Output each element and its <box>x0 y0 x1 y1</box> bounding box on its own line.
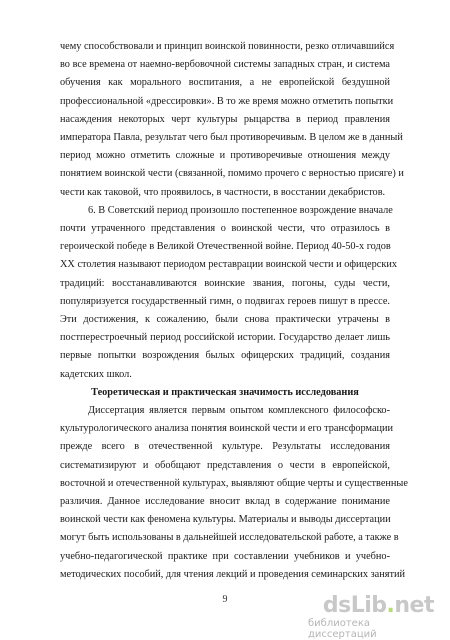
text-line: понятием воинской чести (связанной, помимо прочего с верностью присяге) и <box>60 168 404 180</box>
paragraph-1 <box>60 38 404 202</box>
text-line: учебно-педагогической практике при составлении учебников и учебно- <box>60 550 390 562</box>
watermark <box>308 593 440 640</box>
text-line: героической победе в Великой Отечественной войне. Период 40-50-х годов <box>60 241 391 253</box>
text-line: методических пособий, для чтения лекций и проведения семинарских занятий <box>60 568 405 580</box>
paragraph-3 <box>60 402 408 584</box>
text-line: XX столетия называют периодом реставрации воинской чести и офицерских <box>60 259 397 271</box>
text-line: первые попытки возрождения былых офицерских традиций, создания <box>60 350 390 362</box>
text-line: постперестроечный период российской истории. Государство делает лишь <box>60 332 390 344</box>
text-line: профессиональной «дрессировки». В то же время можно отметить попытки <box>60 95 394 107</box>
text-line: период можно отметить сложные и противоречивые отношения между <box>60 150 390 162</box>
text-line: почти утраченного представления о воинской чести, что отразилось в <box>60 223 390 235</box>
paragraph-2 <box>60 202 397 384</box>
watermark-logo-dot: . <box>386 593 395 618</box>
text-line: культурологического анализа понятия воинской чести и его трансформации <box>60 423 394 435</box>
text-line: прежде всего в отечественной культуре. Результаты исследования <box>60 441 390 453</box>
text-line: во все времена от наемно-вербовочной системы западных стран, и система <box>60 59 390 71</box>
watermark-logo <box>323 593 434 618</box>
section-heading: Теоретическая и практическая значимость исследования <box>91 386 359 398</box>
watermark-logo-main: dsLib <box>322 593 387 618</box>
text-line: чему способствовали и принцип воинской повинности, резко отличавшийся <box>60 41 395 52</box>
text-line: популяризуется государственный гимн, о подвигах героев пишут в прессе. <box>60 295 390 307</box>
watermark-logo-tld: net <box>394 593 434 618</box>
text-line: императора Павла, результат чего был противоречивым. В целом же в данный <box>60 132 403 144</box>
text-line: чести как таковой, что проявилось, в частности, в восстании декабристов. <box>60 186 386 198</box>
text-line: Эти достижения, к сожалению, были снова практически утрачены в <box>60 314 390 326</box>
document-page <box>60 38 408 584</box>
text-line: могут быть использованы в дальнейшей исследовательской работе, а также в <box>60 532 399 544</box>
text-line: восточной и отечественной культурах, выявляют общие черты и существенные <box>60 477 408 489</box>
text-line: кадетских школ. <box>60 368 132 380</box>
text-line: насаждения некоторых черт культуры рыцарства в период правления <box>60 113 390 125</box>
text-line: Диссертация является первым опытом комплексного философско- <box>88 405 390 417</box>
text-line: традиций: восстанавливаются воинские звания, погоны, суды чести, <box>60 277 390 289</box>
page-number: 9 <box>222 594 228 605</box>
text-line: обучения как морального воспитания, а не европейской бездушной <box>60 77 390 89</box>
text-line: воинской чести как феномена культуры. Материалы и выводы диссертации <box>60 514 391 526</box>
text-line: систематизируют и обобщают представления о чести в европейской, <box>60 459 390 471</box>
watermark-subtitle: библиотека диссертаций <box>308 618 377 640</box>
text-line: 6. В Советский период произошло постепенное возрождение вначале <box>88 204 393 216</box>
text-line: различия. Данное исследование вносит вклад в содержание понимание <box>60 496 390 508</box>
